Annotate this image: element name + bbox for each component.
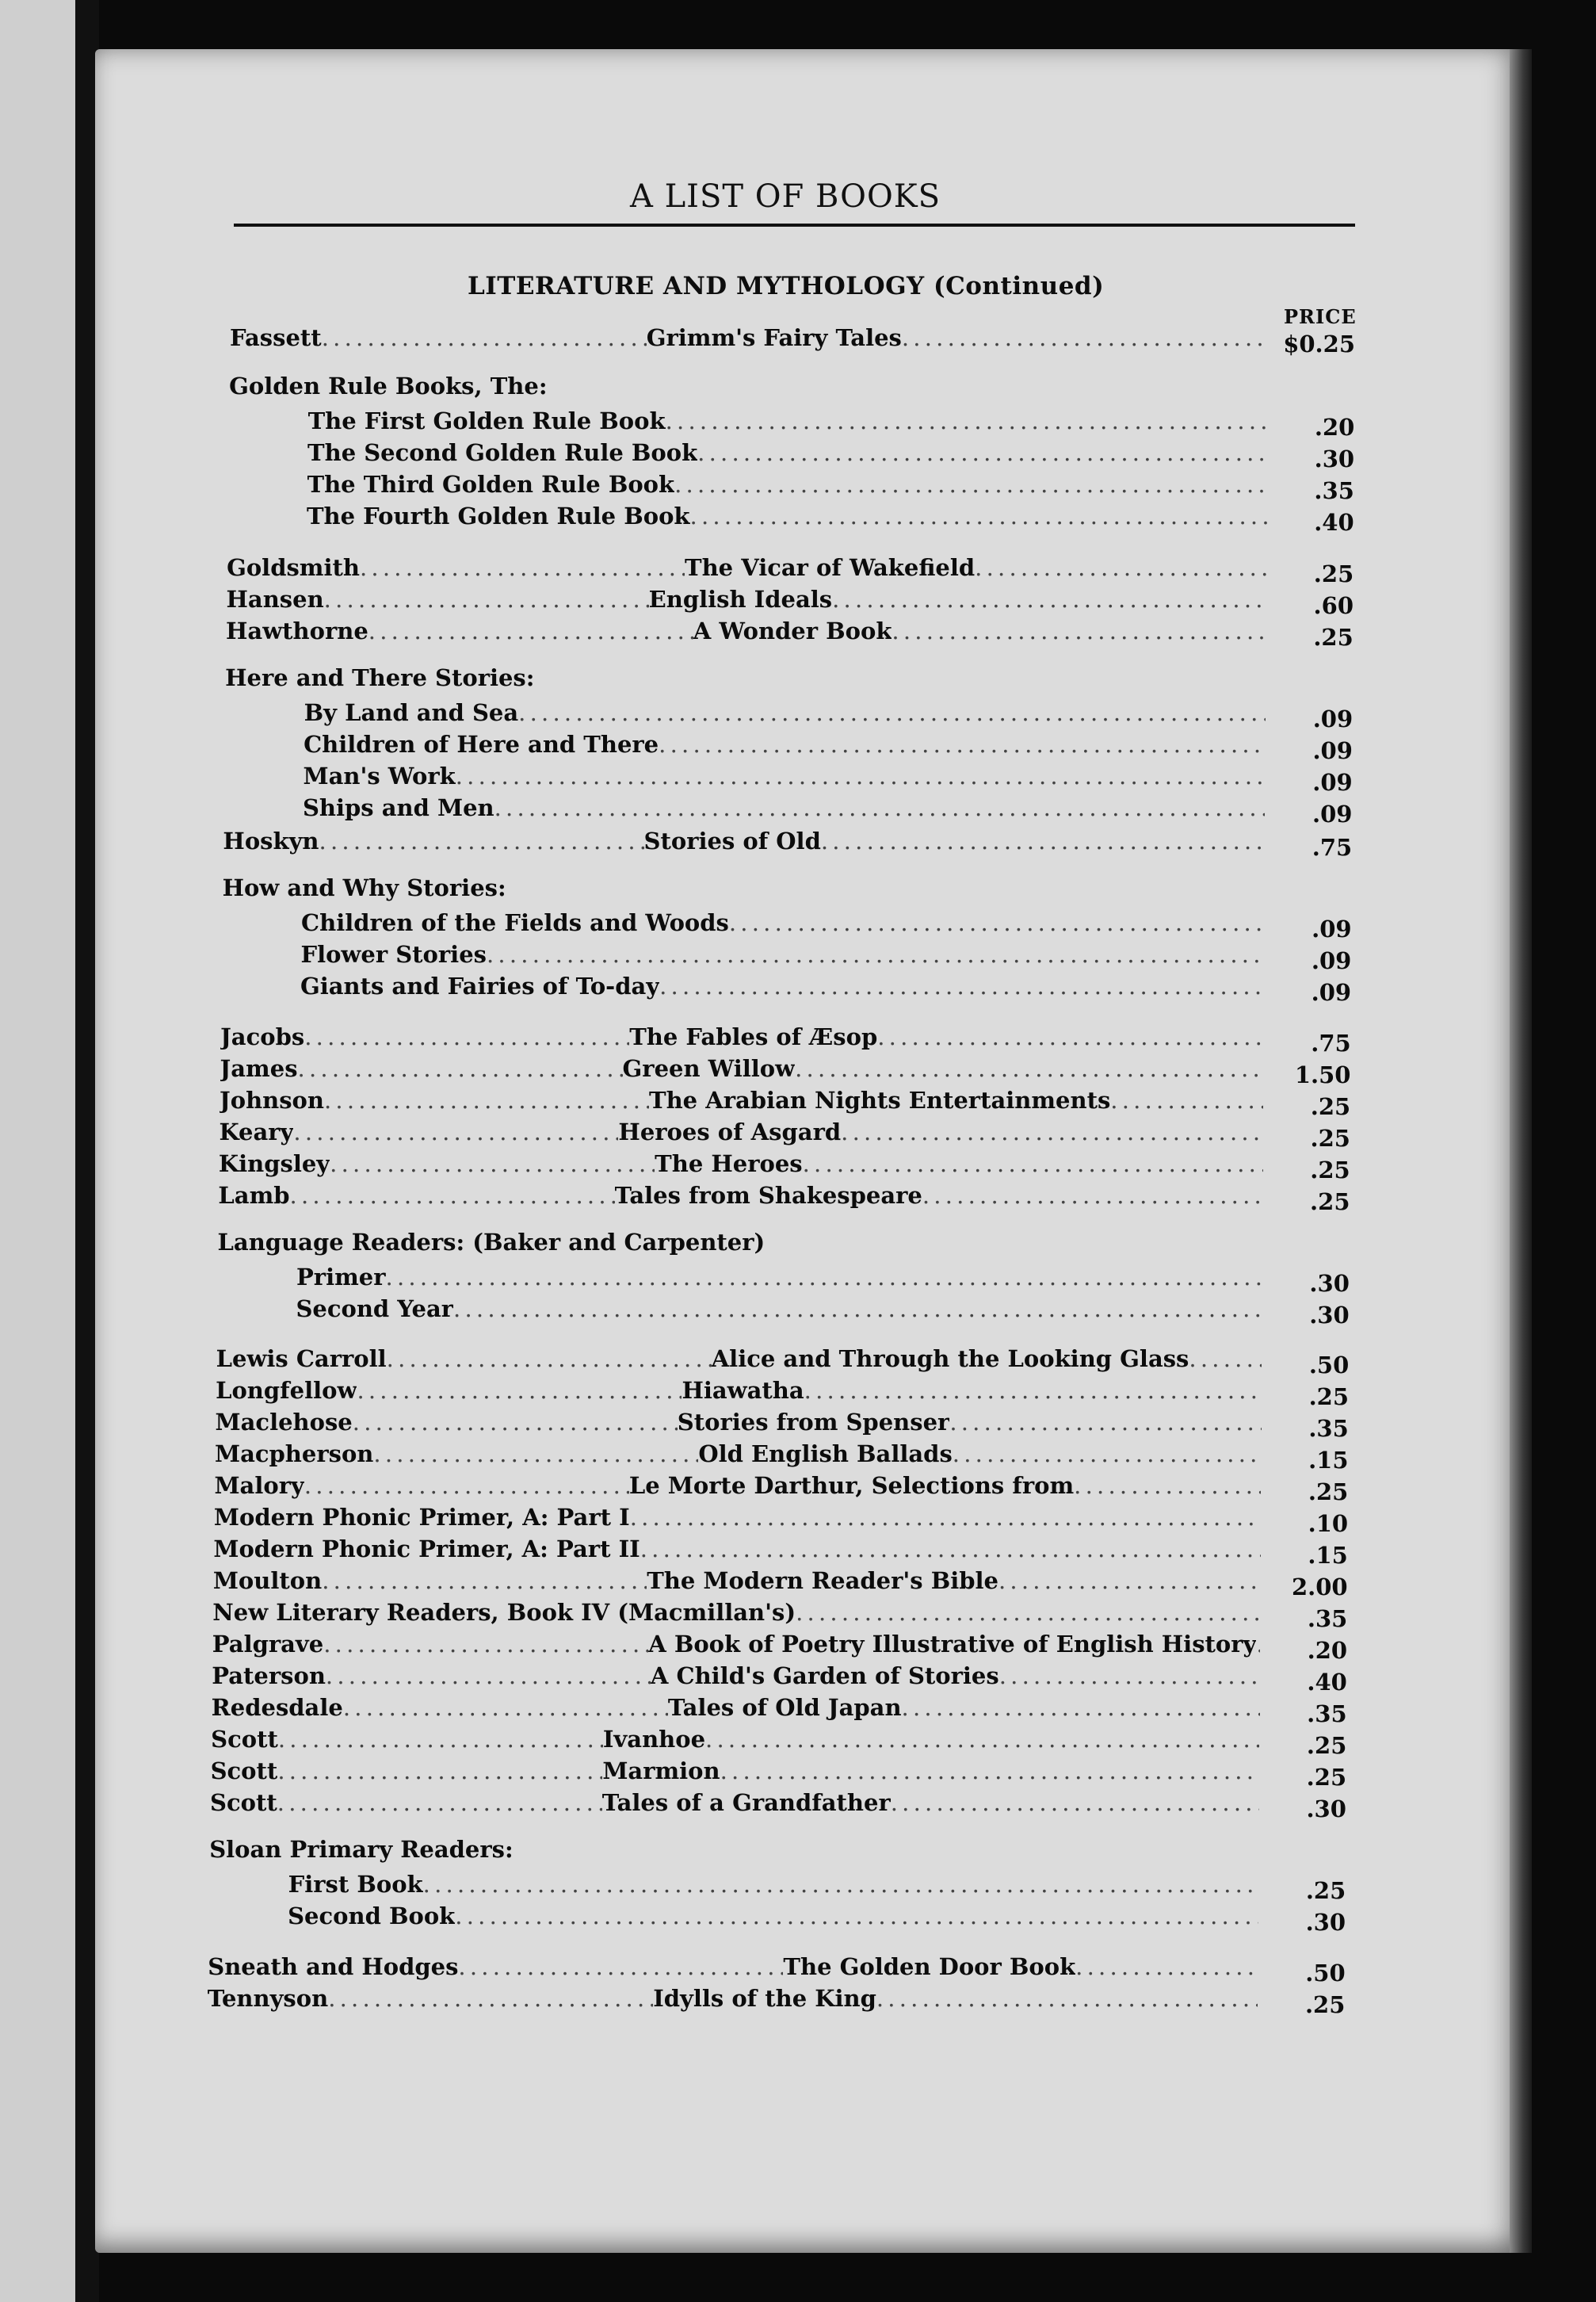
book-entry-row bbox=[303, 759, 1353, 796]
book-entry-row bbox=[213, 1501, 1349, 1537]
leader-dots bbox=[876, 1985, 1258, 2012]
author-name: Longfellow bbox=[216, 1377, 357, 1404]
book-entry-row bbox=[220, 1084, 1351, 1120]
author-name: Johnson bbox=[220, 1087, 324, 1114]
book-title: Primer bbox=[296, 1264, 386, 1291]
leader-dots bbox=[386, 1264, 1262, 1291]
book-entry-row bbox=[220, 1052, 1351, 1088]
leader-dots bbox=[373, 1440, 698, 1467]
book-price: .75 bbox=[1311, 1030, 1351, 1057]
book-title: A Wonder Book bbox=[693, 618, 892, 644]
book-price: .25 bbox=[1308, 1383, 1350, 1410]
leader-dots bbox=[453, 1295, 1262, 1322]
leader-dots bbox=[319, 828, 644, 855]
leader-dots bbox=[304, 1023, 629, 1050]
book-price: .09 bbox=[1312, 769, 1353, 796]
book-price: .25 bbox=[1310, 1125, 1350, 1152]
book-entry-row bbox=[230, 321, 1355, 358]
book-title: Alice and Through the Looking Glass bbox=[711, 1345, 1189, 1372]
book-price: .25 bbox=[1310, 1188, 1350, 1215]
leader-dots bbox=[640, 1535, 1261, 1562]
author-name: Macpherson bbox=[214, 1440, 374, 1467]
book-entry-row bbox=[220, 1020, 1351, 1057]
book-price: .09 bbox=[1311, 947, 1352, 974]
book-title: The Second Golden Rule Book bbox=[307, 439, 698, 466]
leader-dots bbox=[322, 324, 647, 351]
book-price: $0.25 bbox=[1283, 331, 1355, 358]
section-title: LITERATURE AND MYTHOLOGY (Continued) bbox=[468, 272, 1105, 300]
page-right-edge bbox=[1510, 49, 1532, 2253]
author-name: Keary bbox=[219, 1118, 294, 1145]
book-title: The Arabian Nights Entertainments bbox=[649, 1087, 1111, 1114]
leader-dots bbox=[1110, 1087, 1263, 1114]
book-entry-row bbox=[300, 969, 1352, 1006]
book-title: Second Year bbox=[296, 1295, 454, 1322]
book-price: .30 bbox=[1309, 1270, 1350, 1297]
leader-dots bbox=[999, 1662, 1260, 1689]
leader-dots bbox=[456, 763, 1266, 790]
book-entry-row bbox=[208, 1950, 1346, 1987]
leader-dots bbox=[659, 731, 1266, 758]
leader-dots bbox=[796, 1599, 1260, 1626]
book-entry-row bbox=[307, 468, 1354, 504]
book-price: .25 bbox=[1308, 1478, 1349, 1505]
book-price: .25 bbox=[1306, 1764, 1347, 1791]
leader-dots bbox=[277, 1789, 602, 1816]
book-price: .09 bbox=[1311, 979, 1352, 1006]
book-price: .25 bbox=[1310, 1157, 1350, 1184]
book-title: Tales of Old Japan bbox=[667, 1694, 902, 1721]
author-name: Paterson bbox=[212, 1662, 326, 1689]
book-entry-row bbox=[212, 1659, 1347, 1696]
author-name: Sneath and Hodges bbox=[208, 1953, 459, 1980]
book-title: By Land and Sea bbox=[304, 699, 519, 726]
leader-dots bbox=[630, 1504, 1261, 1531]
leader-dots bbox=[902, 324, 1268, 351]
book-title: Grimm's Fairy Tales bbox=[646, 324, 902, 351]
book-entry-row bbox=[211, 1691, 1347, 1727]
book-price: .40 bbox=[1307, 1669, 1347, 1696]
leader-dots bbox=[729, 909, 1265, 936]
book-title: First Book bbox=[288, 1871, 423, 1898]
leader-dots bbox=[323, 1631, 648, 1658]
book-price: 1.50 bbox=[1294, 1061, 1351, 1088]
book-price: .25 bbox=[1313, 560, 1354, 587]
book-title: Modern Phonic Primer, A: Part I bbox=[213, 1504, 630, 1531]
leader-dots bbox=[343, 1694, 668, 1721]
price-column-heading: PRICE bbox=[1284, 305, 1357, 328]
author-name: Scott bbox=[210, 1789, 277, 1816]
book-title: Marmion bbox=[602, 1757, 720, 1784]
leader-dots bbox=[368, 618, 693, 644]
book-price: .15 bbox=[1308, 1447, 1349, 1474]
book-title: Stories from Spenser bbox=[677, 1409, 950, 1436]
book-title: A Book of Poetry Illustrative of English History bbox=[648, 1631, 1257, 1658]
book-entry-row bbox=[307, 404, 1355, 441]
book-title: Modern Phonic Primer, A: Part II bbox=[213, 1535, 640, 1562]
book-price: .09 bbox=[1312, 706, 1354, 732]
book-entry-row bbox=[296, 1292, 1350, 1329]
book-price: .09 bbox=[1312, 801, 1353, 828]
book-title: Flower Stories bbox=[300, 941, 487, 968]
book-title: Tales from Shakespeare bbox=[614, 1182, 922, 1209]
author-name: Scott bbox=[210, 1757, 278, 1784]
book-title: Ivanhoe bbox=[602, 1726, 706, 1753]
book-entry-row bbox=[214, 1437, 1349, 1474]
book-entry-row bbox=[304, 696, 1354, 732]
book-title: Hiawatha bbox=[682, 1377, 804, 1404]
adjacent-page-edge bbox=[0, 0, 75, 2302]
leader-dots bbox=[877, 1023, 1263, 1050]
book-title: English Ideals bbox=[648, 586, 833, 613]
book-entry-row bbox=[216, 1374, 1350, 1410]
book-price: .20 bbox=[1307, 1637, 1348, 1664]
leader-dots bbox=[720, 1757, 1260, 1784]
book-price: .25 bbox=[1306, 1732, 1347, 1759]
author-name: Hansen bbox=[226, 586, 324, 613]
book-entry-row bbox=[210, 1786, 1346, 1822]
author-name: Moulton bbox=[212, 1567, 323, 1594]
leader-dots bbox=[998, 1567, 1261, 1594]
book-entry-row bbox=[210, 1754, 1347, 1791]
book-entry-row bbox=[214, 1469, 1349, 1505]
leader-dots bbox=[298, 1055, 623, 1082]
leader-dots bbox=[891, 1789, 1259, 1816]
book-price: .30 bbox=[1314, 445, 1355, 472]
book-title: The Third Golden Rule Book bbox=[307, 471, 675, 498]
book-title: Idylls of the King bbox=[653, 1985, 876, 2012]
author-name: Jacobs bbox=[220, 1023, 305, 1050]
leader-dots bbox=[304, 1472, 629, 1499]
book-entry-row bbox=[216, 1342, 1350, 1379]
book-price: .35 bbox=[1307, 1700, 1347, 1727]
leader-dots bbox=[832, 586, 1266, 613]
book-price: .25 bbox=[1313, 624, 1354, 651]
book-price: .50 bbox=[1308, 1352, 1350, 1379]
leader-dots bbox=[697, 439, 1267, 466]
leader-dots bbox=[326, 1662, 651, 1689]
book-price: .25 bbox=[1304, 1991, 1346, 2018]
leader-dots bbox=[455, 1902, 1258, 1929]
book-title: Second Book bbox=[288, 1902, 456, 1929]
leader-dots bbox=[328, 1985, 653, 2012]
leader-dots bbox=[892, 618, 1266, 644]
author-name: Goldsmith bbox=[227, 554, 360, 581]
leader-dots bbox=[902, 1694, 1260, 1721]
leader-dots bbox=[705, 1726, 1259, 1753]
book-entry-row bbox=[226, 614, 1354, 651]
book-price: .35 bbox=[1314, 477, 1354, 504]
book-price: .25 bbox=[1305, 1877, 1346, 1904]
book-entry-row bbox=[218, 1147, 1350, 1184]
book-title: Children of Here and There bbox=[304, 731, 659, 758]
book-entry-row bbox=[296, 1260, 1350, 1297]
book-price: .60 bbox=[1313, 592, 1354, 619]
leader-dots bbox=[277, 1757, 602, 1784]
book-title: The First Golden Rule Book bbox=[307, 407, 666, 434]
book-title: Ships and Men bbox=[302, 794, 494, 821]
header-rule bbox=[234, 224, 1355, 227]
leader-dots bbox=[278, 1726, 603, 1753]
book-price: .09 bbox=[1312, 737, 1353, 764]
book-entry-row bbox=[218, 1179, 1350, 1215]
leader-dots bbox=[804, 1377, 1262, 1404]
book-entry-row bbox=[304, 728, 1353, 764]
book-title: Le Morte Darthur, Selections from bbox=[628, 1472, 1075, 1499]
leader-dots bbox=[1075, 1953, 1258, 1980]
group-heading: Golden Rule Books, The: bbox=[229, 373, 548, 400]
page-header: A LIST OF BOOKS bbox=[630, 178, 941, 215]
author-name: Palgrave bbox=[212, 1631, 324, 1658]
group-heading: How and Why Stories: bbox=[222, 874, 506, 901]
leader-dots bbox=[487, 941, 1264, 968]
book-price: 2.00 bbox=[1291, 1574, 1348, 1600]
book-entry-row bbox=[212, 1596, 1348, 1632]
book-price: .10 bbox=[1308, 1510, 1349, 1537]
author-name: Scott bbox=[211, 1726, 278, 1753]
book-price: .09 bbox=[1312, 916, 1352, 943]
book-title: The Golden Door Book bbox=[783, 1953, 1076, 1980]
leader-dots bbox=[353, 1409, 678, 1436]
book-title: Giants and Fairies of To-day bbox=[300, 973, 660, 1000]
book-title: The Modern Reader's Bible bbox=[647, 1567, 998, 1594]
book-entry-row bbox=[226, 583, 1354, 619]
leader-dots bbox=[458, 1953, 783, 1980]
book-price: .30 bbox=[1305, 1909, 1346, 1936]
book-entry-row bbox=[212, 1627, 1348, 1664]
book-title: A Child's Garden of Stories bbox=[650, 1662, 999, 1689]
group-heading: Sloan Primary Readers: bbox=[209, 1836, 514, 1863]
book-entry-row bbox=[302, 791, 1353, 828]
book-title: Old English Ballads bbox=[698, 1440, 953, 1467]
book-entry-row bbox=[306, 499, 1354, 536]
leader-dots bbox=[360, 554, 685, 581]
book-entry-row bbox=[300, 938, 1352, 974]
leader-dots bbox=[1256, 1631, 1260, 1658]
leader-dots bbox=[423, 1871, 1259, 1898]
book-price: .25 bbox=[1310, 1093, 1351, 1120]
book-price: .50 bbox=[1305, 1960, 1346, 1987]
author-name: Malory bbox=[214, 1472, 304, 1499]
book-title: Heroes of Asgard bbox=[618, 1118, 842, 1145]
group-heading: Language Readers: (Baker and Carpenter) bbox=[217, 1229, 766, 1256]
book-entry-row bbox=[307, 436, 1355, 472]
leader-dots bbox=[518, 699, 1266, 726]
book-entry-row bbox=[288, 1868, 1346, 1904]
author-name: Lewis Carroll bbox=[216, 1345, 387, 1372]
leader-dots bbox=[357, 1377, 682, 1404]
leader-dots bbox=[803, 1150, 1263, 1177]
leader-dots bbox=[795, 1055, 1263, 1082]
leader-dots bbox=[975, 554, 1266, 581]
book-price: .40 bbox=[1314, 509, 1354, 536]
book-title: The Fourth Golden Rule Book bbox=[306, 503, 690, 530]
leader-dots bbox=[330, 1150, 655, 1177]
book-title: Tales of a Grandfather bbox=[601, 1789, 891, 1816]
leader-dots bbox=[324, 1087, 649, 1114]
leader-dots bbox=[666, 407, 1268, 434]
leader-dots bbox=[821, 828, 1265, 855]
leader-dots bbox=[922, 1182, 1263, 1209]
author-name: Maclehose bbox=[215, 1409, 353, 1436]
book-entry-row bbox=[212, 1564, 1348, 1600]
book-entry-row bbox=[288, 1899, 1346, 1936]
leader-dots bbox=[1189, 1345, 1262, 1372]
book-entry-row bbox=[207, 1982, 1346, 2018]
author-name: Fassett bbox=[230, 324, 322, 351]
book-title: The Fables of Æsop bbox=[629, 1023, 878, 1050]
author-name: Hoskyn bbox=[223, 828, 319, 855]
leader-dots bbox=[1074, 1472, 1261, 1499]
book-title: Man's Work bbox=[303, 763, 456, 790]
book-entry-row bbox=[219, 1115, 1350, 1152]
leader-dots bbox=[322, 1567, 647, 1594]
book-entry-row bbox=[211, 1723, 1347, 1759]
book-entry-row bbox=[301, 906, 1352, 943]
book-price: .30 bbox=[1309, 1302, 1350, 1329]
book-price: .15 bbox=[1308, 1542, 1348, 1569]
book-entry-row bbox=[227, 551, 1354, 587]
author-name: Redesdale bbox=[211, 1694, 343, 1721]
book-title: The Heroes bbox=[655, 1150, 803, 1177]
book-title: The Vicar of Wakefield bbox=[685, 554, 976, 581]
leader-dots bbox=[659, 973, 1264, 1000]
group-heading: Here and There Stories: bbox=[225, 664, 535, 691]
leader-dots bbox=[387, 1345, 712, 1372]
author-name: Lamb bbox=[218, 1182, 290, 1209]
book-price: .35 bbox=[1307, 1605, 1348, 1632]
book-price: .30 bbox=[1306, 1795, 1346, 1822]
leader-dots bbox=[690, 503, 1267, 530]
book-entry-row bbox=[223, 824, 1353, 861]
book-price: .75 bbox=[1312, 834, 1353, 861]
leader-dots bbox=[949, 1409, 1261, 1436]
leader-dots bbox=[953, 1440, 1262, 1467]
book-price: .20 bbox=[1314, 414, 1355, 441]
leader-dots bbox=[290, 1182, 615, 1209]
book-entry-row bbox=[215, 1405, 1349, 1442]
leader-dots bbox=[324, 586, 649, 613]
author-name: Kingsley bbox=[218, 1150, 330, 1177]
book-title: Stories of Old bbox=[643, 828, 821, 855]
leader-dots bbox=[494, 794, 1266, 821]
book-title: Green Willow bbox=[622, 1055, 796, 1082]
book-entry-row bbox=[213, 1532, 1348, 1569]
author-name: James bbox=[220, 1055, 298, 1082]
author-name: Tennyson bbox=[207, 1985, 329, 2012]
leader-dots bbox=[841, 1118, 1263, 1145]
book-price: .35 bbox=[1308, 1415, 1349, 1442]
book-title: New Literary Readers, Book IV (Macmillan's) bbox=[212, 1599, 796, 1626]
author-name: Hawthorne bbox=[226, 618, 368, 644]
leader-dots bbox=[293, 1118, 618, 1145]
book-title: Children of the Fields and Woods bbox=[301, 909, 729, 936]
leader-dots bbox=[674, 471, 1267, 498]
